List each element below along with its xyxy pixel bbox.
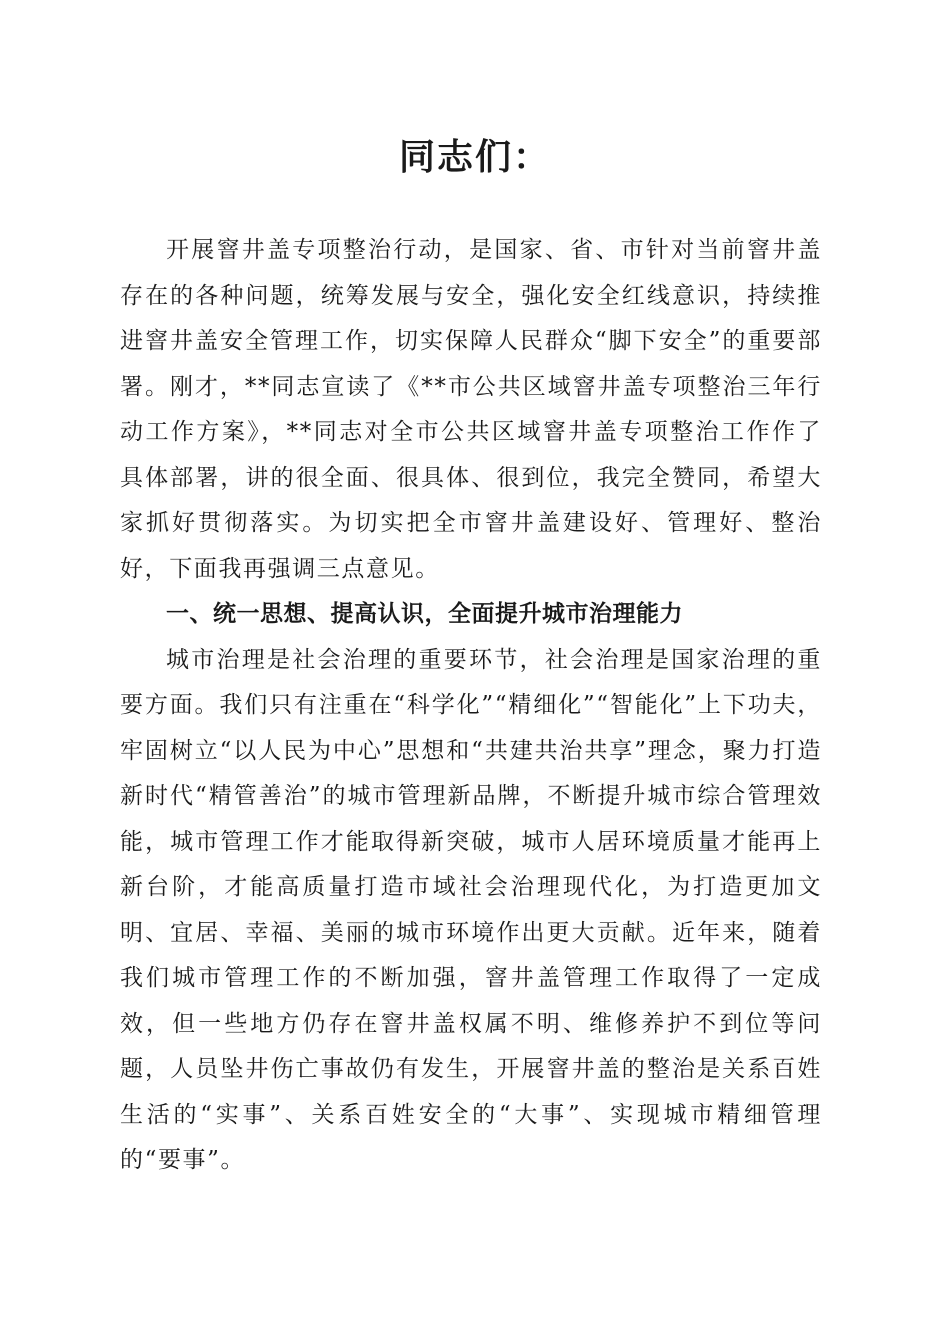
section-heading: 一、统一思想、提高认识，全面提升城市治理能力: [166, 601, 683, 627]
section-paragraph: 城市治理是社会治理的重要环节，社会治理是国家治理的重要方面。我们只有注重在“科学化”“精细化”“智能化”上下功夫，牢固树立“以人民为中心”思想和“共建共治共享”理念，聚力打造新时代“精管善治”的城市管理新品牌，不断提升城市综合管理效能，城市管理工作才能取得新突破，城市人居环境质量才能再上新台阶，才能高质量打造市域社会治理现代化，为打造更加文明、宜居、幸福、美丽的城市环境作出更大贡献。近年来，随着我们城市管理工作的不断加强，窨井盖管理工作取得了一定成效，但一些地方仍存在窨井盖权属不明、维修养护不到位等问题，人员坠井伤亡事故仍有发生，开展窨井盖的整治是关系百姓生活的“实事”、关系百姓安全的“大事”、实现城市精细管理的“要事”。: [120, 646, 822, 1173]
intro-paragraph: 开展窨井盖专项整治行动，是国家、省、市针对当前窨井盖存在的各种问题，统筹发展与安全，强化安全红线意识，持续推进窨井盖安全管理工作，切实保障人民群众“脚下安全”的重要部署。刚才，**同志宣读了《**市公共区域窨井盖专项整治三年行动工作方案》，**同志对全市公共区域窨井盖专项整治工作作了具体部署，讲的很全面、很具体、很到位，我完全赞同，希望大家抓好贯彻落实。为切实把全市窨井盖建设好、管理好、整治好，下面我再强调三点意见。: [120, 237, 822, 582]
document-title: 同志们：: [398, 137, 551, 178]
document-body: [120, 228, 822, 1184]
